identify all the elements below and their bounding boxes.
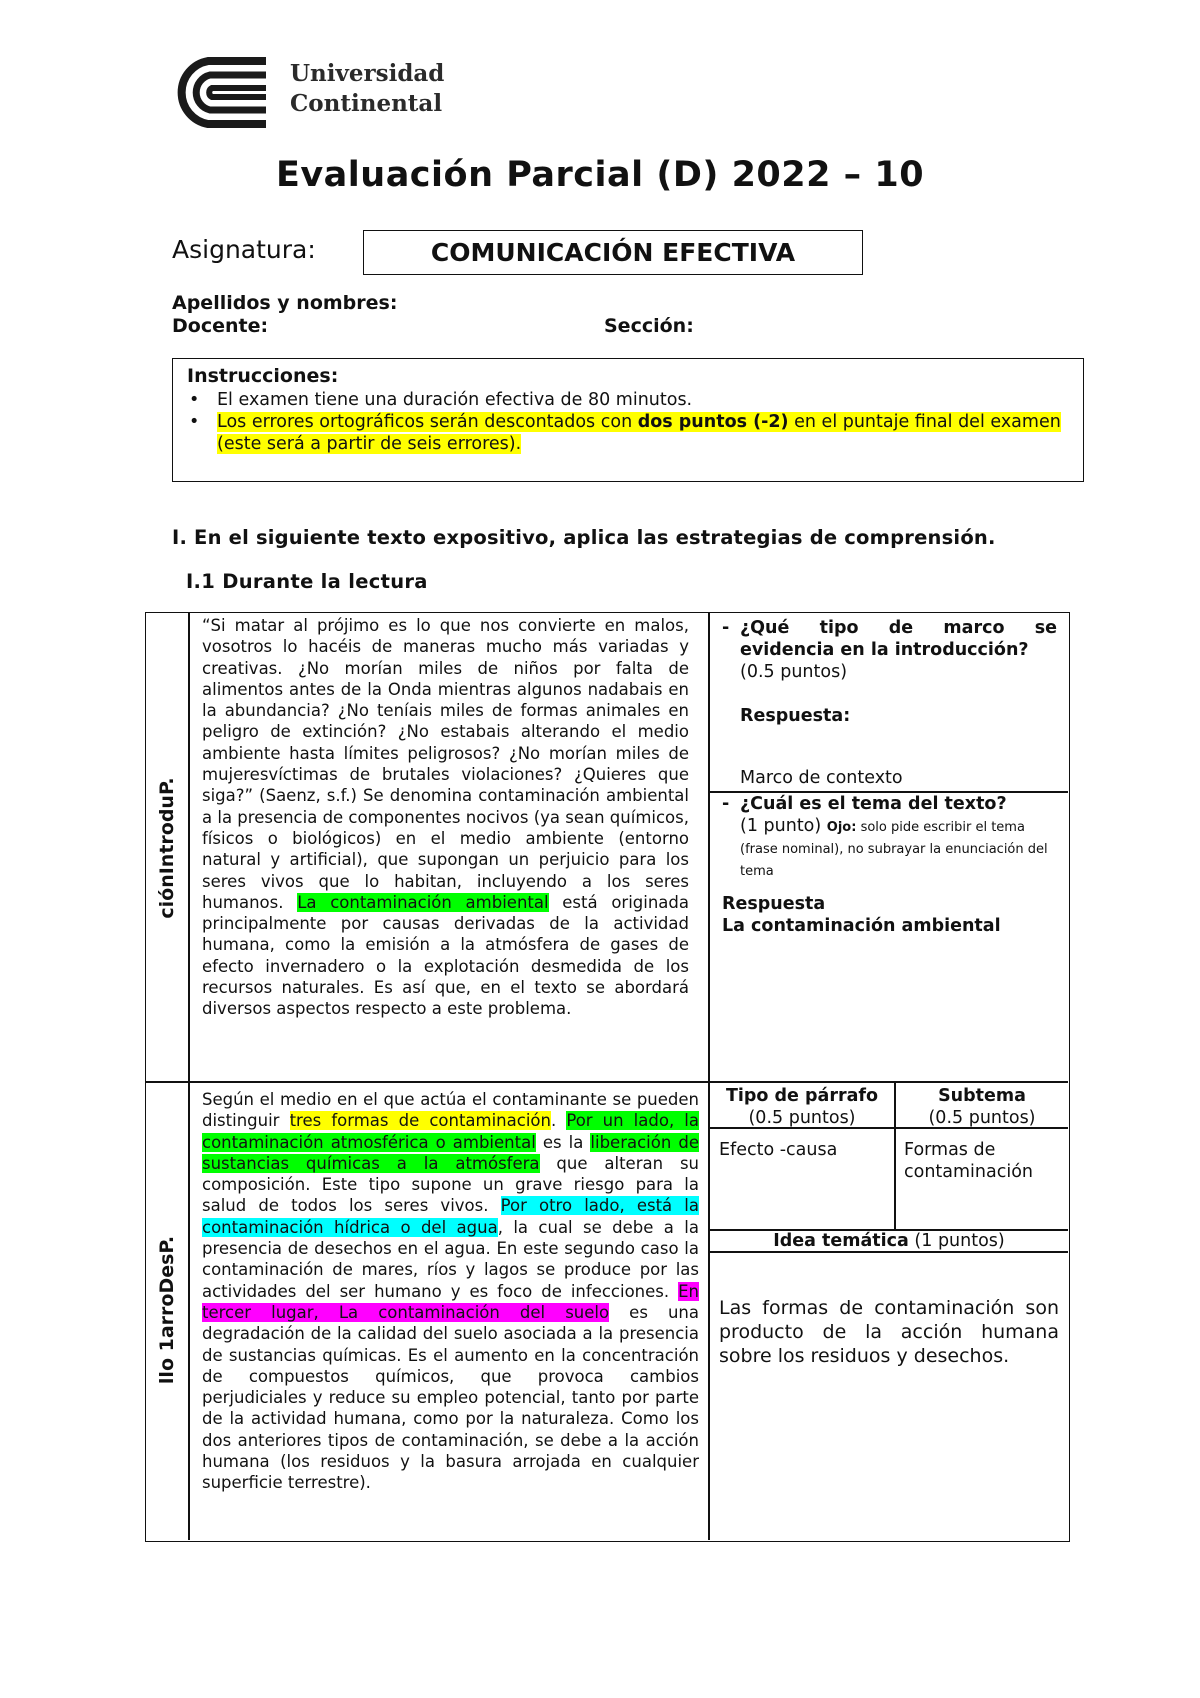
subtema-header bbox=[896, 1085, 1068, 1129]
highlighted-subtopic-2: Por otro lado, está la contaminación hídrica o del agua bbox=[202, 1196, 699, 1237]
subtema-answer: Formas de contaminación bbox=[904, 1140, 1034, 1182]
instructions-box bbox=[172, 358, 1084, 482]
idea-tematica-header bbox=[710, 1230, 1068, 1252]
subsection-heading: I.1 Durante la lectura bbox=[186, 570, 428, 593]
instruction-text: El examen tiene una duración efectiva de 80 minutos. bbox=[217, 390, 693, 410]
seccion-field-label: Sección: bbox=[604, 315, 694, 337]
subtema-label: Subtema bbox=[938, 1086, 1026, 1106]
highlighted-topic: tres formas de contaminación bbox=[289, 1111, 551, 1131]
question-1-points: (0.5 puntos) bbox=[740, 662, 848, 682]
instruction-item bbox=[187, 389, 1067, 411]
idea-tematica-label: Idea temática bbox=[773, 1231, 909, 1251]
paragraph-text: es una degradación de la calidad del suelo asociada a la presencia de sustancias químicas. Es el aumento en la concentración de compuestos químicos, que provoca cambios perjudiciales y reduce su empleo potencial, tanto por parte de la actividad humana, como por la naturaleza. Como los dos anteriores tipos de contaminación, se debe a la acción humana (los residuos y la basura arrojada en cualquier superficie terrestre). bbox=[202, 1302, 700, 1493]
tipo-parrafo-label: Tipo de párrafo bbox=[725, 1086, 879, 1106]
paragraph-text: “Si matar al prójimo es lo que nos convierte en malos, vosotros lo hacéis de maneras mucho más variadas y creativas. ¿No morían miles de niños por falta de alimentos antes de la Onda mientras algunos nadabais en la abundancia? ¿No teníais miles de formas animales en peligro de extinción? ¿No estabais alterando el medio ambiente hasta límites peligrosos? ¿No morían miles de mujeresvíctimas de brutales violaciones? ¿Quieres que siga?” (Saenz, s.f.) Se denomina contaminación ambiental a la presencia de componentes nocivos (ya sean químicos, físicos o biológicos) en el medio ambiente (entorno natural y artificial), que supongan un perjuicio para los seres vivos que lo habitan, incluyendo a los seres humanos. bbox=[202, 616, 689, 912]
note-label: Ojo: bbox=[826, 820, 857, 835]
development-paragraph bbox=[202, 1089, 699, 1494]
university-logo bbox=[170, 55, 445, 130]
instructions-title: Instrucciones: bbox=[187, 365, 339, 387]
highlighted-subtopic-1: Por un lado, la contaminación atmosférica o ambiental bbox=[202, 1111, 699, 1152]
page-title: Evaluación Parcial (D) 2022 – 10 bbox=[275, 155, 925, 195]
section-heading: I. En el siguiente texto expositivo, aplica las estrategias de comprensión. bbox=[172, 526, 996, 549]
highlighted-detail-1: liberación de sustancias químicas a la atmósfera bbox=[202, 1132, 699, 1173]
tipo-parrafo-points: (0.5 puntos) bbox=[748, 1108, 856, 1128]
bullet-icon: • bbox=[189, 412, 200, 432]
paragraph-text: Según el medio en el que actúa el contaminante se pueden distinguir bbox=[202, 1090, 699, 1131]
asignatura-value-box: COMUNICACIÓN EFECTIVA bbox=[363, 230, 863, 275]
instruction-text-bold: dos puntos (-2) bbox=[637, 412, 789, 432]
question-2-response-label: Respuesta bbox=[722, 894, 826, 914]
paragraph-text: , la cual se debe a la presencia de desechos en el agua. En este segundo caso la contaminación de mares, ríos y lagos se produce por las actividades del ser humano y es foco de infecciones. bbox=[202, 1217, 699, 1301]
question-2 bbox=[722, 793, 1057, 881]
instruction-text-c: en el puntaje final del examen (este será a partir de seis errores). bbox=[217, 412, 1061, 454]
subtema-points: (0.5 puntos) bbox=[928, 1108, 1036, 1128]
paragraph-text: que alteran su composición. Este tipo supone un grave riesgo para la salud de todos los seres vivos. bbox=[202, 1153, 699, 1216]
row-divider bbox=[146, 1081, 1068, 1083]
tipo-parrafo-answer: Efecto -causa bbox=[719, 1140, 838, 1160]
introduction-paragraph bbox=[202, 615, 689, 1020]
question-1 bbox=[722, 617, 1057, 727]
question-2-answer: La contaminación ambiental bbox=[722, 916, 1001, 936]
idea-tematica-answer: Las formas de contaminación son producto de la acción humana sobre los residuos y desechos. bbox=[719, 1297, 1059, 1367]
row-label-desarrollo: llo 1arroDesP. bbox=[156, 1235, 178, 1385]
paragraph-text: es la bbox=[535, 1132, 591, 1152]
logo-mark-icon bbox=[170, 55, 270, 130]
table-divider bbox=[708, 613, 710, 1540]
logo-line-1: Universidad bbox=[290, 60, 445, 87]
asignatura-label: Asignatura: bbox=[172, 235, 316, 264]
instruction-item bbox=[187, 411, 1067, 455]
question-1-response-label: Respuesta: bbox=[740, 706, 851, 726]
tipo-parrafo-header bbox=[710, 1085, 894, 1129]
question-1-text: ¿Qué tipo de marco se evidencia en la introducción? bbox=[740, 618, 1057, 660]
reading-table bbox=[145, 612, 1070, 1542]
paragraph-text: . bbox=[550, 1111, 567, 1131]
note-text: solo pide escribir el tema (frase nominal), no subrayar la enunciación del tema bbox=[740, 820, 1048, 879]
highlighted-topic: La contaminación ambiental bbox=[297, 892, 549, 912]
highlighted-subtopic-3: En tercer lugar, La contaminación del suelo bbox=[202, 1281, 699, 1322]
row-label-introduccion: ciónIntroduP. bbox=[156, 777, 178, 919]
logo-wordmark bbox=[290, 59, 444, 119]
table-divider bbox=[188, 613, 190, 1540]
paragraph-text: está originada principalmente por causas derivadas de la actividad humana, como la emisión a la atmósfera de gases de efecto invernadero o la explotación desmedida de los recursos naturales. Es así que, en el texto se abordará diversos aspectos respecto a este problema. bbox=[202, 892, 689, 1019]
bullet-icon: • bbox=[189, 390, 200, 410]
question-2-points: (1 punto) bbox=[740, 816, 822, 836]
instructions-list bbox=[187, 389, 1067, 455]
dash-icon: - bbox=[722, 794, 730, 814]
logo-line-2: Continental bbox=[290, 90, 443, 117]
instruction-text-a: Los errores ortográficos serán descontados con bbox=[217, 412, 638, 432]
apellidos-field-label: Apellidos y nombres: bbox=[172, 292, 398, 314]
question-1-answer: Marco de contexto bbox=[740, 768, 903, 788]
idea-tematica-points: (1 puntos) bbox=[908, 1231, 1005, 1251]
docente-field-label: Docente: bbox=[172, 315, 269, 337]
question-2-text: ¿Cuál es el tema del texto? bbox=[740, 794, 1007, 814]
dash-icon: - bbox=[722, 618, 730, 638]
